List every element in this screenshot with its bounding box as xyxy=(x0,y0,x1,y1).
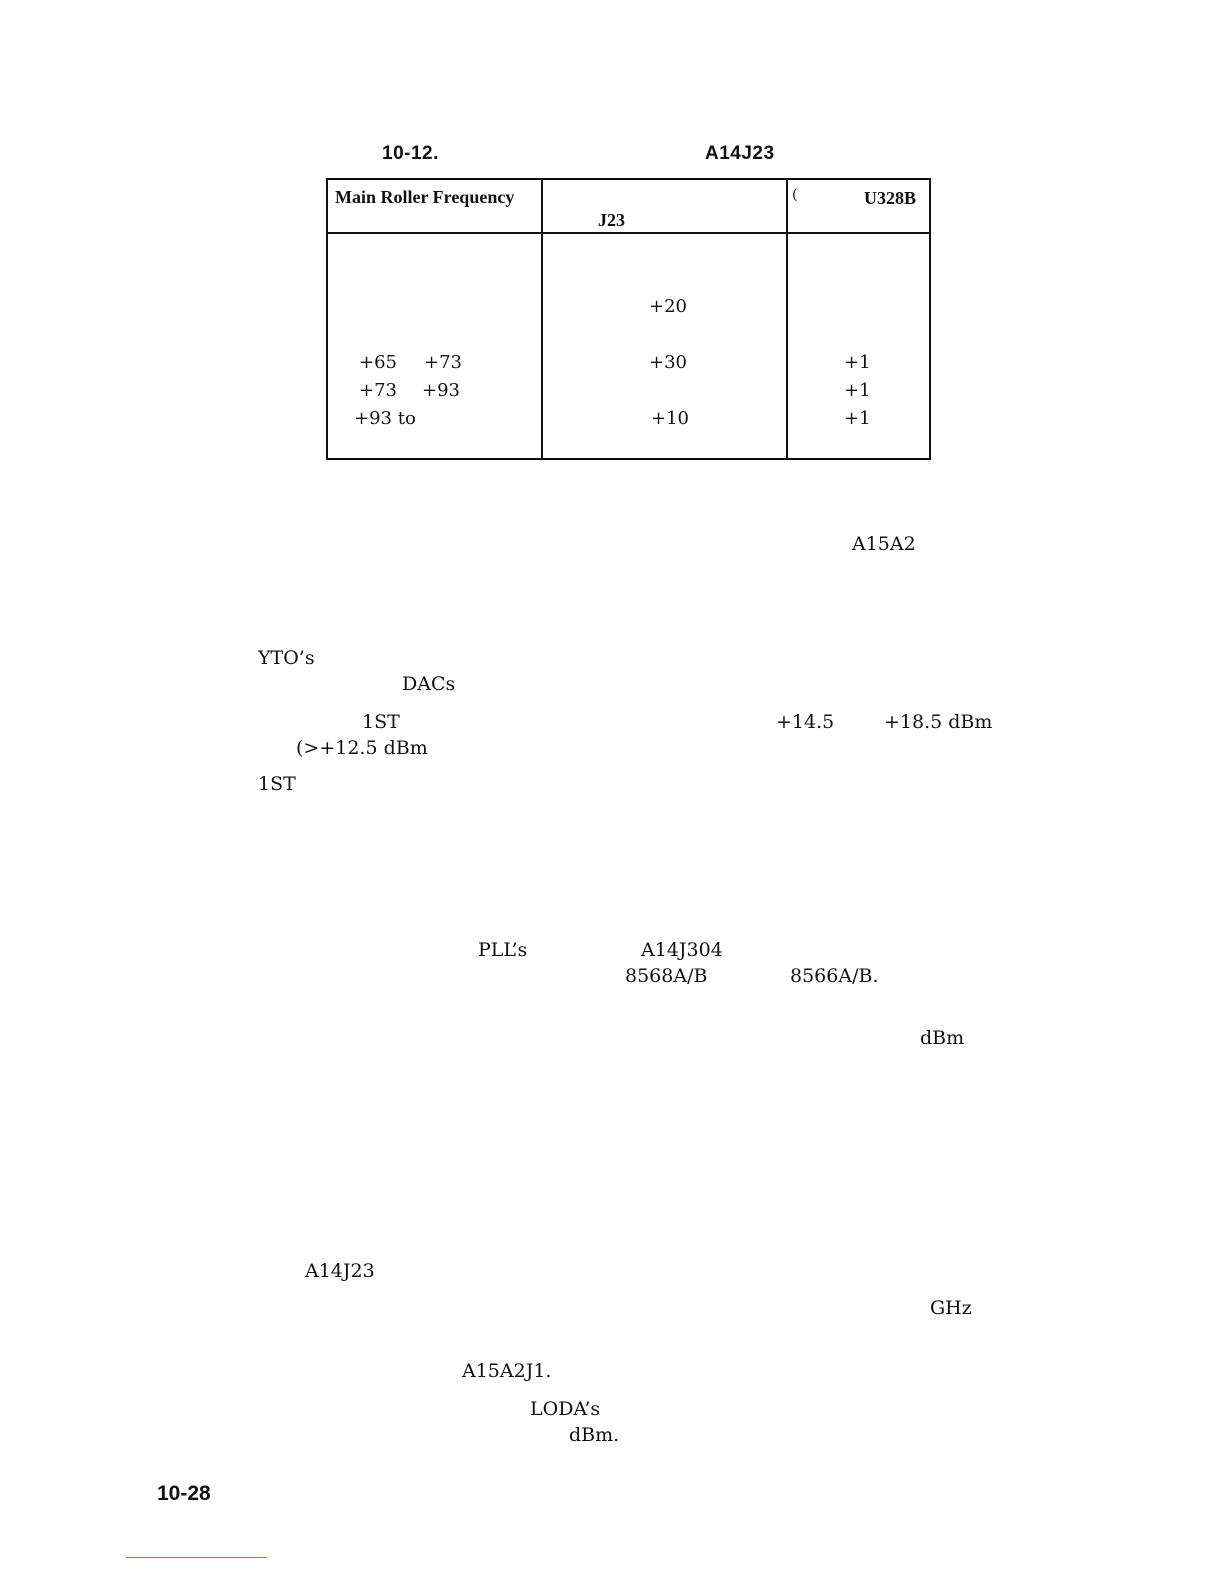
text-dbm-1: dBm xyxy=(920,1027,965,1049)
header-col3-mark: ( xyxy=(792,187,798,203)
text-lodas: LODA’s xyxy=(530,1398,601,1420)
text-1st-a: 1ST xyxy=(362,711,400,733)
text-8566ab: 8566A/B. xyxy=(790,965,879,987)
page-number: 10-28 xyxy=(157,1482,211,1505)
text-ghz: GHz xyxy=(930,1297,972,1319)
row3-range-end: +93 xyxy=(422,380,460,401)
row4-range-start: +93 to xyxy=(354,408,416,429)
text-a14j23: A14J23 xyxy=(305,1260,375,1282)
text-plls: PLL’s xyxy=(478,939,528,961)
row3-u328b-value: +1 xyxy=(844,380,871,401)
text-gt-12-5-dbm: (>+12.5 dBm xyxy=(296,737,428,759)
text-8568ab: 8568A/B xyxy=(625,965,708,987)
text-plus-14-5: +14.5 xyxy=(776,711,835,733)
text-ytos: YTO’s xyxy=(258,647,315,669)
footer-rule xyxy=(126,1557,267,1558)
text-1st-b: 1ST xyxy=(258,773,296,795)
text-a15a2j1: A15A2J1. xyxy=(462,1360,552,1382)
row2-u328b-value: +1 xyxy=(844,352,871,373)
text-plus-18-5-dbm: +18.5 dBm xyxy=(884,711,993,733)
table-caption-number: 10-12. xyxy=(382,143,439,164)
header-u328b: U328B xyxy=(864,188,917,208)
table-caption-ref: A14J23 xyxy=(705,143,775,164)
row2-range-end: +73 xyxy=(424,352,462,373)
row2-range-start: +65 xyxy=(359,352,397,373)
text-a14j304: A14J304 xyxy=(641,939,723,961)
row2-j23-value: +30 xyxy=(649,352,687,373)
row4-j23-value: +10 xyxy=(651,408,689,429)
row3-range-start: +73 xyxy=(359,380,397,401)
text-a15a2: A15A2 xyxy=(852,533,916,555)
text-dbm-2: dBm. xyxy=(569,1424,620,1446)
row4-u328b-value: +1 xyxy=(844,408,871,429)
text-dacs: DACs xyxy=(402,673,456,695)
row1-j23-value: +20 xyxy=(649,296,687,317)
header-main-roller-frequency: Main Roller Frequency xyxy=(335,187,515,207)
roller-frequency-table xyxy=(326,178,931,460)
header-j23: J23 xyxy=(598,210,625,230)
